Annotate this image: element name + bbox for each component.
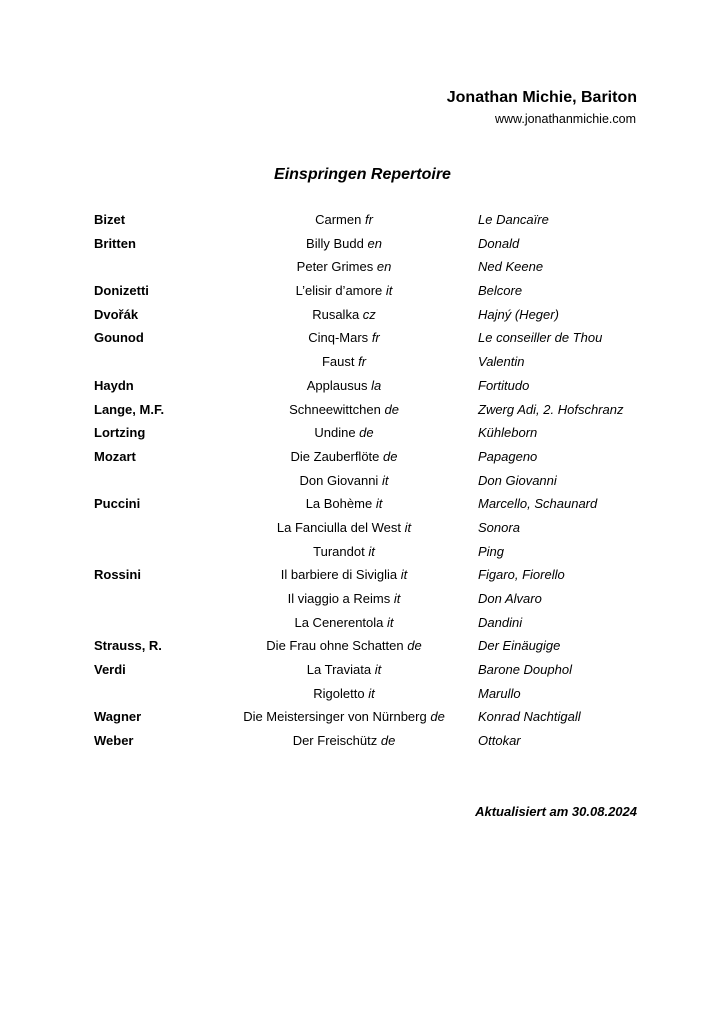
repertoire-row — [0, 686, 725, 710]
composer-name: Lange, M.F. — [94, 401, 165, 417]
role-name: Valentin — [478, 354, 525, 370]
composer-name: Wagner — [94, 709, 142, 725]
opera-language: de — [384, 401, 399, 417]
composer-name: Britten — [94, 235, 136, 251]
opera-language: it — [404, 519, 412, 535]
role-name: Zwerg Adi, 2. Hofschranz — [478, 401, 624, 417]
role-name: Don Giovanni — [478, 472, 557, 488]
repertoire-row — [0, 449, 725, 473]
opera-name: Die Frau ohne Schatten — [266, 638, 404, 654]
opera-language: it — [368, 543, 375, 559]
role-name: Kühleborn — [478, 425, 538, 441]
opera-language: it — [385, 283, 393, 299]
opera-language: fr — [358, 354, 367, 370]
composer-name: Dvořák — [94, 306, 139, 322]
opera-name: Die Zauberflöte — [290, 448, 380, 464]
opera-title — [293, 733, 396, 748]
opera-title — [277, 520, 411, 535]
header-name: Jonathan Michie, Bariton — [446, 89, 637, 106]
repertoire-row — [0, 496, 725, 520]
opera-title — [314, 425, 373, 440]
opera-language: de — [359, 425, 374, 441]
opera-name: Carmen — [315, 212, 362, 227]
repertoire-row — [0, 378, 725, 402]
repertoire-row — [0, 638, 725, 662]
role-name: Ping — [478, 543, 505, 559]
repertoire-row — [0, 330, 725, 354]
opera-language: fr — [371, 330, 380, 346]
opera-name: Die Meistersinger von Nürnberg — [243, 709, 427, 725]
role-name: Marcello, Schaunard — [478, 496, 598, 512]
composer-name: Rossini — [94, 567, 141, 583]
role-name: Hajný (Heger) — [478, 306, 559, 322]
opera-language: en — [376, 259, 392, 275]
opera-title — [306, 236, 382, 251]
opera-title — [312, 307, 376, 322]
role-name: Donald — [478, 235, 520, 251]
opera-language: it — [381, 472, 389, 488]
composer-name: Bizet — [94, 212, 126, 227]
role-name: Marullo — [478, 685, 521, 701]
role-name: Don Alvaro — [478, 591, 542, 606]
repertoire-row — [0, 615, 725, 639]
repertoire-row — [0, 212, 725, 236]
repertoire-row — [0, 283, 725, 307]
composer-name: Strauss, R. — [94, 638, 162, 654]
opera-language: de — [380, 733, 396, 749]
repertoire-row — [0, 591, 725, 615]
composer-name: Mozart — [94, 448, 136, 464]
role-name: Belcore — [478, 283, 523, 299]
opera-language: it — [393, 591, 401, 606]
opera-name: Turandot — [313, 543, 365, 559]
opera-title — [297, 259, 392, 274]
opera-language: it — [387, 614, 394, 630]
role-name: Konrad Nachtigall — [478, 709, 581, 725]
composer-name: Puccini — [94, 496, 141, 512]
opera-name: Peter Grimes — [296, 259, 374, 275]
repertoire-row — [0, 520, 725, 544]
composer-name: Donizetti — [94, 283, 149, 299]
role-name: Barone Douphol — [478, 662, 572, 678]
opera-name: L’elisir d’amore — [295, 283, 383, 299]
role-name: Ottokar — [478, 733, 521, 749]
opera-title — [315, 212, 373, 227]
opera-title — [294, 615, 393, 630]
opera-name: Cinq-Mars — [308, 330, 369, 346]
opera-title — [313, 686, 374, 701]
opera-title — [313, 544, 375, 559]
opera-title — [308, 330, 380, 345]
repertoire-row — [0, 662, 725, 686]
opera-name: Der Freischütz — [292, 733, 378, 749]
opera-name: Don Giovanni — [299, 472, 379, 488]
opera-language: en — [367, 235, 382, 251]
role-name: Sonora — [478, 519, 520, 535]
opera-name: La Traviata — [306, 662, 372, 678]
role-name: Papageno — [478, 448, 538, 464]
repertoire-row — [0, 425, 725, 449]
opera-title — [281, 567, 407, 582]
role-name: Ned Keene — [478, 259, 544, 275]
opera-language: it — [374, 662, 382, 678]
opera-name: Il viaggio a Reims — [287, 591, 391, 606]
repertoire-row — [0, 473, 725, 497]
role-name: Le Dancaïre — [478, 212, 549, 227]
composer-name: Weber — [94, 733, 134, 749]
opera-title — [307, 662, 381, 677]
opera-title — [307, 378, 381, 393]
role-name: Dandini — [478, 614, 523, 630]
opera-title — [243, 709, 445, 724]
opera-language: cz — [362, 306, 376, 322]
repertoire-row — [0, 709, 725, 733]
opera-title — [266, 638, 421, 653]
role-name: Le conseiller de Thou — [478, 330, 603, 346]
header-website: www.jonathanmichie.com — [494, 112, 636, 126]
opera-name: Billy Budd — [306, 235, 364, 251]
opera-language: fr — [364, 212, 373, 227]
composer-name: Gounod — [94, 330, 144, 346]
repertoire-row — [0, 544, 725, 568]
repertoire-row — [0, 236, 725, 260]
repertoire-row — [0, 402, 725, 426]
opera-name: La Cenerentola — [294, 614, 384, 630]
repertoire-row — [0, 259, 725, 283]
updated-date: Aktualisiert am 30.08.2024 — [475, 804, 637, 819]
repertoire-row — [0, 567, 725, 591]
opera-title — [296, 283, 393, 298]
opera-title — [306, 496, 383, 511]
repertoire-row — [0, 733, 725, 757]
opera-language: it — [400, 567, 408, 583]
opera-name: Faust — [321, 354, 355, 370]
opera-name: Il barbiere di Siviglia — [280, 567, 398, 583]
opera-language: de — [430, 709, 445, 725]
repertoire-list — [0, 212, 725, 757]
opera-title — [289, 402, 399, 417]
opera-title — [288, 591, 401, 606]
opera-name: Undine — [314, 425, 356, 441]
opera-language: it — [375, 496, 383, 512]
role-name: Der Einäugige — [478, 638, 561, 654]
role-name: Figaro, Fiorello — [478, 567, 565, 583]
opera-language: de — [383, 448, 398, 464]
opera-title — [291, 449, 398, 464]
repertoire-row — [0, 354, 725, 378]
composer-name: Lortzing — [94, 425, 146, 441]
page-title: Einspringen Repertoire — [274, 166, 451, 183]
repertoire-row — [0, 307, 725, 331]
opera-name: La Bohème — [305, 496, 373, 512]
opera-name: La Fanciulla del West — [276, 519, 401, 535]
opera-name: Rusalka — [312, 306, 360, 322]
opera-name: Applausus — [306, 377, 368, 393]
composer-name: Haydn — [94, 377, 134, 393]
opera-title — [300, 473, 389, 488]
composer-name: Verdi — [94, 662, 126, 678]
opera-language: de — [407, 638, 422, 654]
opera-title — [322, 354, 366, 369]
opera-name: Rigoletto — [313, 685, 365, 701]
opera-language: it — [368, 685, 375, 701]
opera-language: la — [371, 377, 382, 393]
opera-name: Schneewittchen — [289, 401, 381, 417]
role-name: Fortitudo — [478, 377, 530, 393]
